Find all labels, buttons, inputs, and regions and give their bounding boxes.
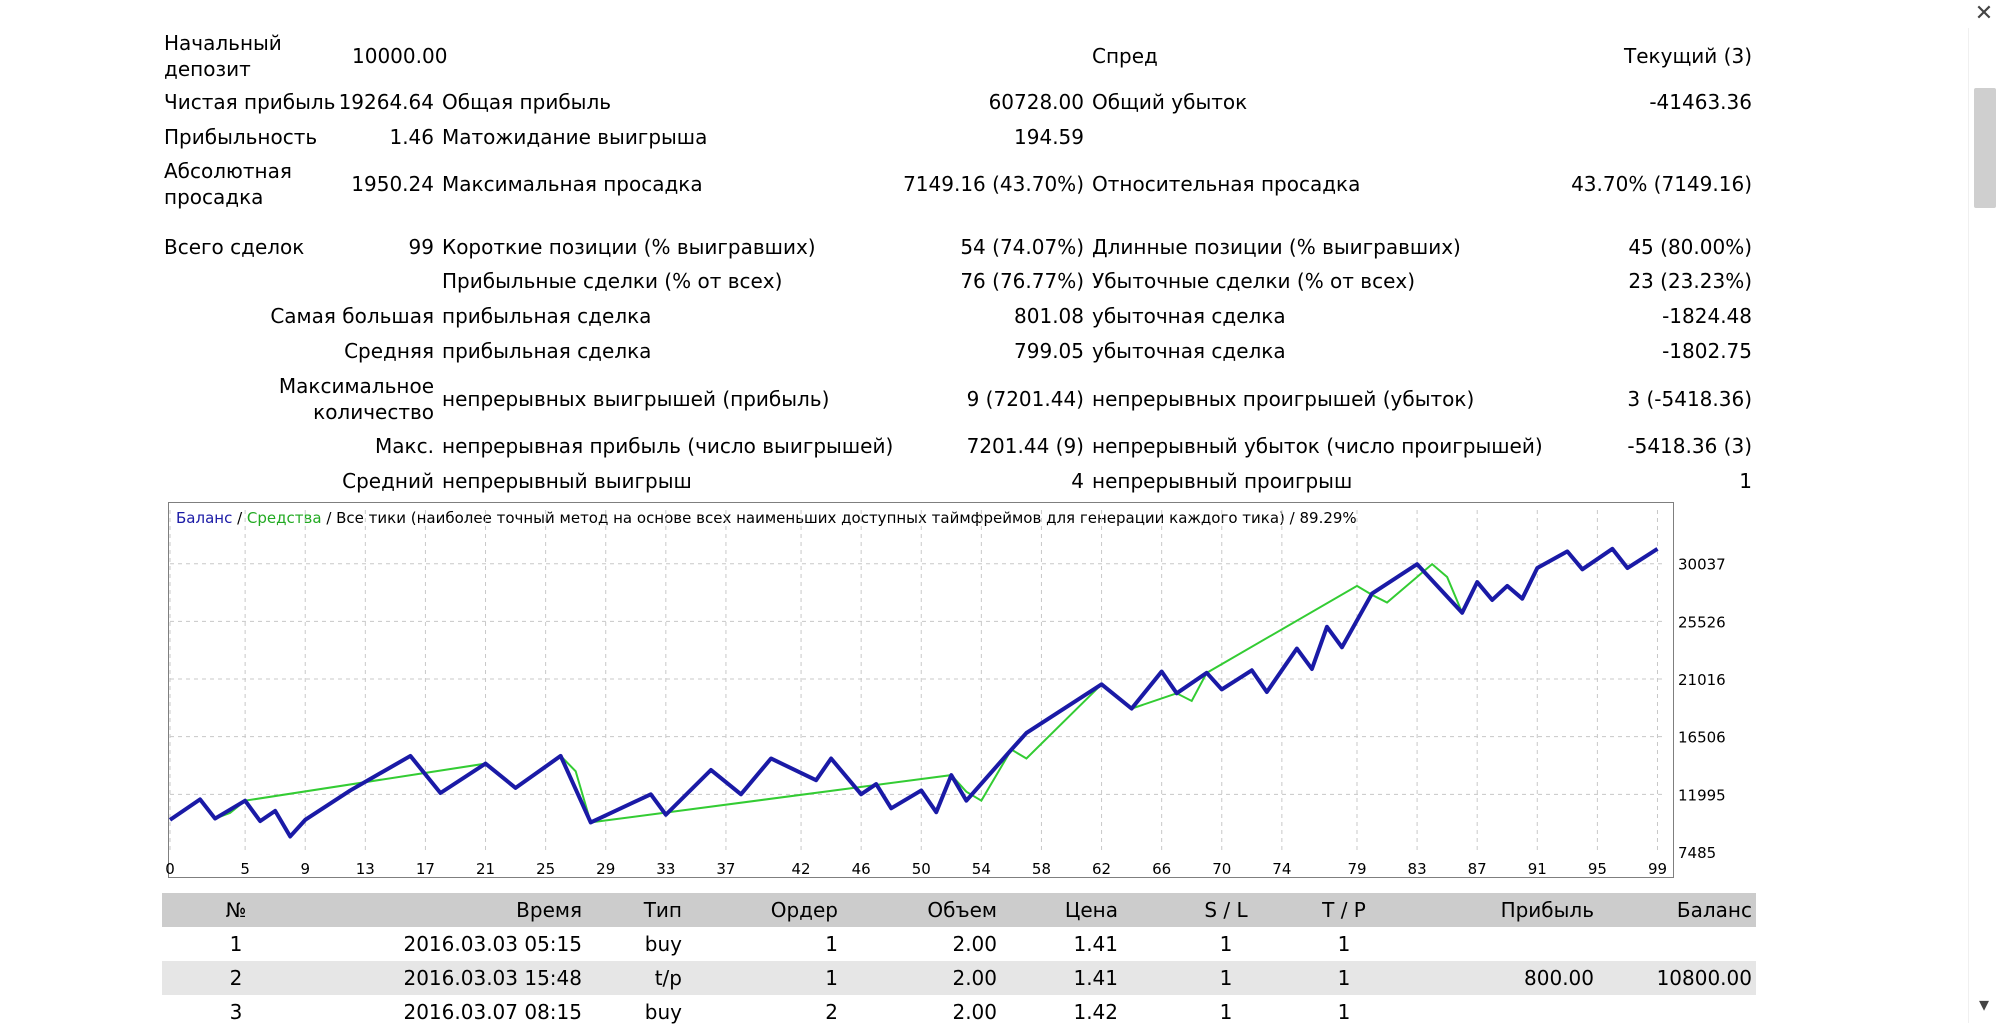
x-tick-label: 46 [851, 860, 871, 878]
y-tick-label: 16506 [1678, 728, 1726, 747]
header-col-volume: Объем [927, 898, 997, 922]
x-tick-label: 70 [1212, 860, 1232, 878]
profit-factor-label: Прибыльность [164, 125, 318, 149]
loss-trades-value: 23 (23.23%) [1628, 269, 1752, 293]
table-cell-col-number: 1 [229, 932, 243, 956]
scrollbar-thumb[interactable] [1974, 88, 1996, 208]
table-cell-col-tp: 1 [1337, 932, 1351, 956]
table-cell-col-volume: 2.00 [952, 966, 997, 990]
max-drawdown-value: 7149.16 (43.70%) [903, 172, 1084, 196]
long-positions-label: Длинные позиции (% выигравших) [1092, 235, 1461, 259]
profit-trades-value: 76 (76.77%) [960, 269, 1084, 293]
max-drawdown-label: Максимальная просадка [442, 172, 703, 196]
max-label: Макс. [375, 434, 434, 458]
average-profit-label: прибыльная сделка [442, 339, 652, 363]
header-col-time: Время [516, 898, 582, 922]
initial-deposit-label: Начальный депозит [164, 31, 282, 81]
x-tick-label: 91 [1527, 860, 1547, 878]
x-tick-label: 58 [1031, 860, 1052, 878]
legend-equity: Средства [246, 509, 322, 527]
legend-balance: Баланс [176, 509, 233, 527]
largest-profit-label: прибыльная сделка [442, 304, 652, 328]
gross-loss-label: Общий убыток [1092, 90, 1248, 114]
x-tick-label: 0 [165, 860, 175, 878]
table-cell-col-order: 1 [825, 966, 838, 990]
y-tick-label: 25526 [1678, 613, 1726, 632]
x-tick-label: 83 [1407, 860, 1427, 878]
legend-sep-1: / [232, 509, 247, 527]
vertical-scrollbar[interactable] [1968, 28, 2000, 1023]
net-profit-label: Чистая прибыль [164, 90, 336, 114]
x-tick-label: 87 [1467, 860, 1487, 878]
x-tick-label: 50 [911, 860, 931, 878]
chart-description: Все тики (наиболее точный метод на основе всех наименьших доступных таймфреймов для генерации каждого тика) / 89.29% [336, 509, 1357, 527]
profit-factor-value: 1.46 [389, 125, 434, 149]
avg-label: Средний [342, 469, 434, 493]
gross-profit-value: 60728.00 [988, 90, 1084, 114]
y-tick-label: 21016 [1678, 671, 1726, 690]
x-tick-label: 33 [656, 860, 676, 878]
table-cell-col-order: 2 [825, 1000, 838, 1024]
expected-payoff-label: Матожидание выигрыша [442, 125, 708, 149]
average-label: Средняя [344, 339, 434, 363]
close-icon[interactable]: ✕ [1974, 1, 1994, 26]
header-col-price: Цена [1064, 898, 1118, 922]
max-wins-label: непрерывных выигрышей (прибыль) [442, 387, 830, 411]
rel-drawdown-value: 43.70% (7149.16) [1571, 172, 1752, 196]
legend-sep-2: / [321, 509, 337, 527]
table-cell-col-time: 2016.03.03 05:15 [403, 932, 582, 956]
table-cell-col-sl: 1 [1219, 1000, 1233, 1024]
largest-label: Самая большая [270, 304, 434, 328]
abs-drawdown-label: Абсолютная просадка [164, 159, 292, 209]
x-tick-label: 54 [971, 860, 991, 878]
max-cons-profit-label: непрерывная прибыль (число выигрышей) [442, 434, 894, 458]
header-col-type: Тип [643, 898, 682, 922]
table-cell-col-price: 1.41 [1073, 966, 1118, 990]
max-cons-loss-label: непрерывный убыток (число проигрышей) [1092, 434, 1543, 458]
x-tick-label: 5 [240, 860, 250, 878]
x-tick-label: 13 [355, 860, 375, 878]
table-cell-col-sl: 1 [1219, 966, 1233, 990]
x-tick-label: 17 [415, 860, 435, 878]
abs-drawdown-value: 1950.24 [351, 172, 434, 196]
total-trades-label: Всего сделок [164, 235, 305, 259]
x-tick-label: 74 [1272, 860, 1292, 878]
avg-losses-label: непрерывный проигрыш [1092, 469, 1353, 493]
long-positions-value: 45 (80.00%) [1628, 235, 1752, 259]
x-tick-label: 21 [475, 860, 496, 878]
x-tick-label: 95 [1587, 860, 1607, 878]
x-tick-label: 29 [596, 860, 616, 878]
largest-loss-value: -1824.48 [1662, 304, 1752, 328]
short-positions-value: 54 (74.07%) [960, 235, 1084, 259]
loss-trades-label: Убыточные сделки (% от всех) [1092, 269, 1416, 293]
y-tick-label: 11995 [1678, 786, 1726, 805]
max-losses-label: непрерывных проигрышей (убыток) [1092, 387, 1475, 411]
spread-value: Текущий (3) [1624, 44, 1752, 68]
average-profit-value: 799.05 [1014, 339, 1084, 363]
y-tick-label: 7485 [1678, 844, 1717, 862]
max-cons-loss-value: -5418.36 (3) [1627, 434, 1752, 458]
table-cell-col-type: buy [644, 1000, 682, 1024]
table-cell-col-volume: 2.00 [952, 932, 997, 956]
average-loss-label: убыточная сделка [1092, 339, 1286, 363]
x-tick-label: 9 [300, 860, 310, 878]
table-cell-col-number: 2 [229, 966, 243, 990]
max-losses-value: 3 (-5418.36) [1627, 387, 1752, 411]
max-cons-profit-value: 7201.44 (9) [966, 434, 1084, 458]
header-col-sl: S / L [1204, 898, 1248, 922]
y-tick-label: 30037 [1678, 555, 1726, 574]
scroll-down-arrow-icon[interactable]: ▾ [1978, 992, 1990, 1016]
largest-loss-label: убыточная сделка [1092, 304, 1286, 328]
avg-losses-value: 1 [1739, 469, 1752, 493]
short-positions-label: Короткие позиции (% выигравших) [442, 235, 816, 259]
balance-chart [168, 502, 1674, 878]
header-col-order: Ордер [770, 898, 838, 922]
header-col-profit: Прибыль [1500, 898, 1594, 922]
table-cell-col-profit: 800.00 [1524, 966, 1594, 990]
max-wins-value: 9 (7201.44) [966, 387, 1084, 411]
x-tick-label: 42 [791, 860, 811, 878]
gross-profit-label: Общая прибыль [442, 90, 612, 114]
table-cell-col-time: 2016.03.03 15:48 [403, 966, 582, 990]
header-col-number: № [225, 898, 247, 922]
avg-wins-value: 4 [1071, 469, 1084, 493]
average-loss-value: -1802.75 [1662, 339, 1752, 363]
table-cell-col-type: buy [644, 932, 682, 956]
largest-profit-value: 801.08 [1014, 304, 1084, 328]
x-tick-label: 99 [1647, 860, 1668, 878]
table-cell-col-price: 1.42 [1073, 1000, 1118, 1024]
max-count-label: Максимальное количество [278, 374, 434, 424]
x-tick-label: 62 [1092, 860, 1112, 878]
expected-payoff-value: 194.59 [1014, 125, 1084, 149]
table-cell-col-volume: 2.00 [952, 1000, 997, 1024]
profit-trades-label: Прибыльные сделки (% от всех) [442, 269, 783, 293]
table-cell-col-tp: 1 [1337, 966, 1351, 990]
x-tick-label: 25 [536, 860, 556, 878]
table-cell-col-time: 2016.03.07 08:15 [403, 1000, 582, 1024]
x-tick-label: 37 [716, 860, 736, 878]
table-cell-col-balance: 10800.00 [1656, 966, 1752, 990]
total-trades-value: 99 [408, 235, 434, 259]
rel-drawdown-label: Относительная просадка [1092, 172, 1361, 196]
header-col-balance: Баланс [1676, 898, 1752, 922]
net-profit-value: 19264.64 [338, 90, 434, 114]
chart-header [176, 508, 1357, 528]
avg-wins-label: непрерывный выигрыш [442, 469, 692, 493]
table-cell-col-order: 1 [825, 932, 838, 956]
table-cell-col-tp: 1 [1337, 1000, 1351, 1024]
table-cell-col-price: 1.41 [1073, 932, 1118, 956]
x-tick-label: 66 [1152, 860, 1172, 878]
spread-label: Спред [1092, 44, 1158, 68]
table-cell-col-type: t/p [654, 966, 682, 990]
header-col-tp: T / P [1322, 898, 1366, 922]
initial-deposit-value: 10000.00 [352, 44, 448, 68]
table-cell-col-number: 3 [229, 1000, 243, 1024]
x-tick-label: 79 [1347, 860, 1367, 878]
table-cell-col-sl: 1 [1219, 932, 1233, 956]
gross-loss-value: -41463.36 [1649, 90, 1752, 114]
